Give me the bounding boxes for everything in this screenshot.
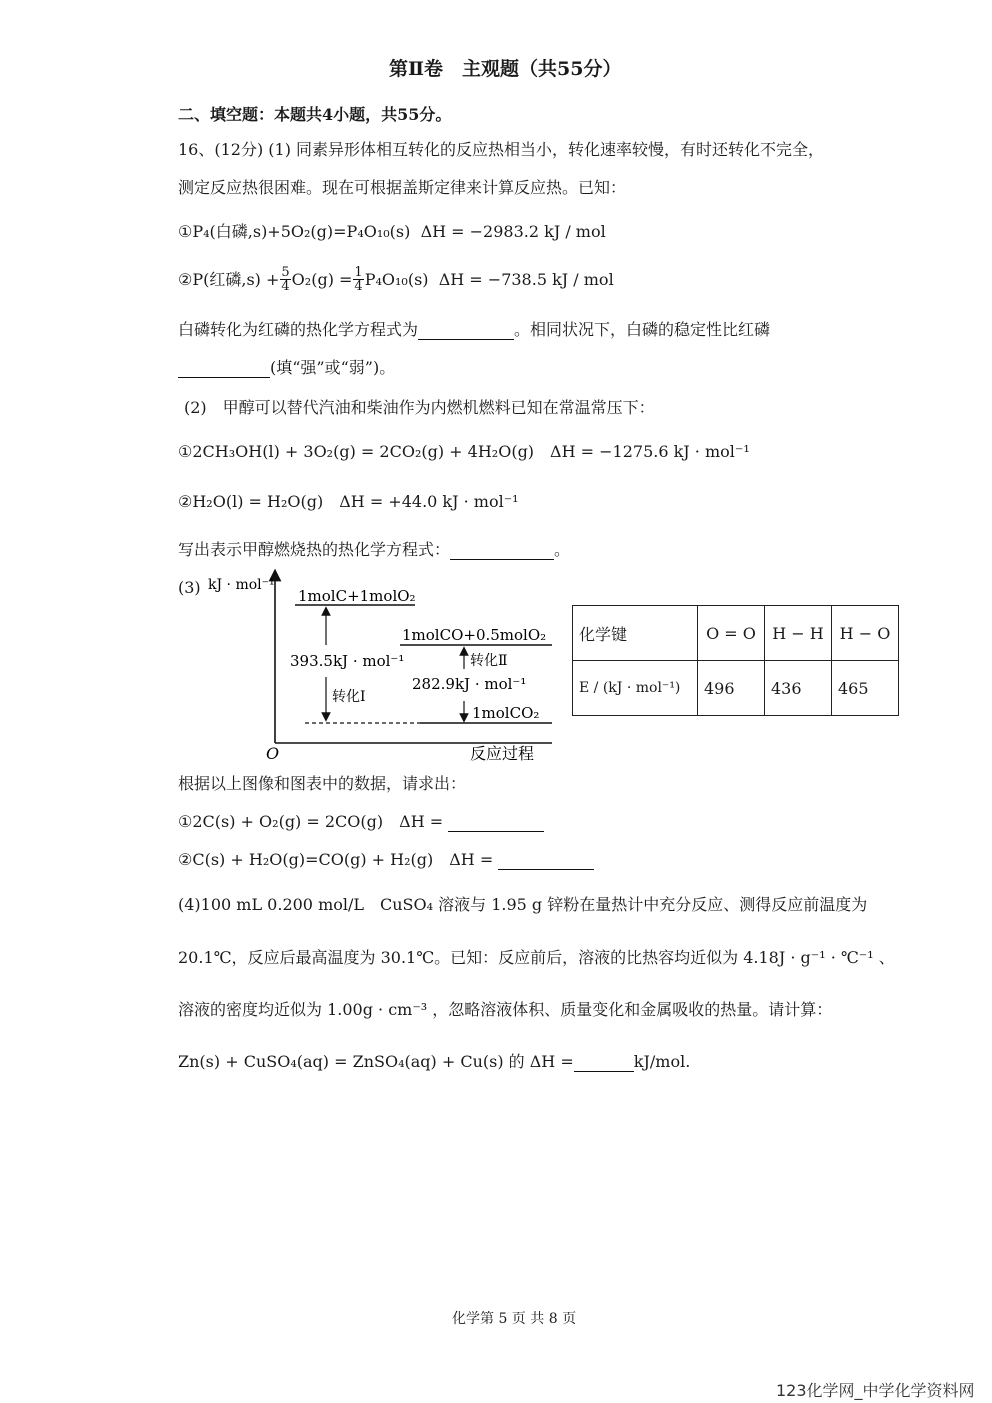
answer-blank-5[interactable] <box>498 853 594 870</box>
answer-blank-4[interactable] <box>448 815 544 832</box>
conv1-label: 转化Ⅰ <box>332 689 366 705</box>
level-top-label: 1molC+1molO₂ <box>298 587 416 605</box>
table-row-label: E / (kJ · mol⁻¹) <box>573 661 698 716</box>
table-header-cell: 化学键 <box>573 606 698 661</box>
fraction-1-4: $\frac{1}{4}$ <box>354 265 363 294</box>
page-footer: 化学第 5 页 共 8 页 <box>452 1311 577 1327</box>
equation-2: ② P(红磷,s) + $\frac{5}{4}$ O₂(g) = $\frac{1}{4}$ P₄O₁₀(s) ΔH = −738.5 kJ / mol <box>178 265 614 294</box>
table-cell: 465 <box>832 661 899 716</box>
equation-1: ①P₄(白磷,s)+5O₂(g)=P₄O₁₀(s) ΔH = −2983.2 kJ / mol <box>178 222 606 241</box>
part4-line2: 20.1℃，反应后最高温度为 30.1℃。已知：反应前后，溶液的比热容均近似为 4.18J · g⁻¹ · ℃⁻¹ 、 <box>178 948 895 967</box>
q1-question-line2: (填“强”或“弱”)。 <box>178 358 395 378</box>
answer-blank-1[interactable] <box>418 323 514 340</box>
table-header-cell: O = O <box>698 606 765 661</box>
x-axis-label: 反应过程 <box>470 744 535 763</box>
table-header-cell: H − H <box>765 606 832 661</box>
part2-equation-2: ②H₂O(l) = H₂O(g) ΔH = +44.0 kJ · mol⁻¹ <box>178 492 519 511</box>
conv2-label: 转化Ⅱ <box>470 653 508 669</box>
part2-equation-1: ①2CH₃OH(l) + 3O₂(g) = 2CO₂(g) + 4H₂O(g) ΔH = −1275.6 kJ · mol⁻¹ <box>178 442 750 461</box>
level-bottom-label: 1molCO₂ <box>472 704 540 722</box>
origin-label: O <box>266 744 280 763</box>
watermark: 123化学网_中学化学资料网 <box>776 1381 975 1400</box>
table-cell: 436 <box>765 661 832 716</box>
table-row <box>573 661 899 716</box>
energy-diagram <box>200 565 570 765</box>
level-mid-label: 1molCO+0.5molO₂ <box>402 626 547 644</box>
delta2-label: 282.9kJ · mol⁻¹ <box>412 675 527 693</box>
part3-question-2: ②C(s) + H₂O(g)=CO(g) + H₂(g) ΔH = <box>178 850 594 870</box>
page-title: 第Ⅱ卷 主观题（共55分） <box>389 58 622 80</box>
part3-question-1: ①2C(s) + O₂(g) = 2CO(g) ΔH = <box>178 812 544 832</box>
answer-blank-3[interactable] <box>450 543 554 560</box>
q16-intro-line1: 16、(12分) (1) 同素异形体相互转化的反应热相当小，转化速率较慢，有时还转化不完全， <box>178 140 825 159</box>
part4-line1: (4)100 mL 0.200 mol/L CuSO₄ 溶液与 1.95 g 锌粉在量热计中充分反应、测得反应前温度为 <box>178 895 868 914</box>
delta1-label: 393.5kJ · mol⁻¹ <box>290 652 405 670</box>
section-heading: 二、填空题：本题共4小题，共55分。 <box>178 105 452 124</box>
part4-equation: Zn(s) + CuSO₄(aq) = ZnSO₄(aq) + Cu(s) 的 ΔH = kJ/mol. <box>178 1052 691 1071</box>
answer-blank-6[interactable] <box>574 1055 634 1072</box>
fraction-5-4: $\frac{5}{4}$ <box>281 265 290 294</box>
part3-label: (3) <box>178 578 201 597</box>
answer-blank-2[interactable] <box>178 361 270 378</box>
part2-intro: (2) 甲醇可以替代汽油和柴油作为内燃机燃料已知在常温常压下： <box>184 398 655 417</box>
table-row <box>573 606 899 661</box>
y-axis-unit: kJ · mol⁻¹ <box>208 577 275 593</box>
part3-ask: 根据以上图像和图表中的数据，请求出： <box>178 774 467 793</box>
bond-energy-table <box>572 605 899 716</box>
part2-question: 写出表示甲醇燃烧热的热化学方程式： 。 <box>178 540 571 559</box>
q16-intro-line2: 测定反应热很困难。现在可根据盖斯定律来计算反应热。已知： <box>178 178 627 197</box>
table-cell: 496 <box>698 661 765 716</box>
table-header-cell: H − O <box>832 606 899 661</box>
part4-line3: 溶液的密度均近似为 1.00g · cm⁻³ ，忽略溶液体积、质量变化和金属吸收的热量。请计算： <box>178 1000 833 1019</box>
q1-question-line1: 白磷转化为红磷的热化学方程式为 。相同状况下，白磷的稳定性比红磷 <box>178 320 771 339</box>
